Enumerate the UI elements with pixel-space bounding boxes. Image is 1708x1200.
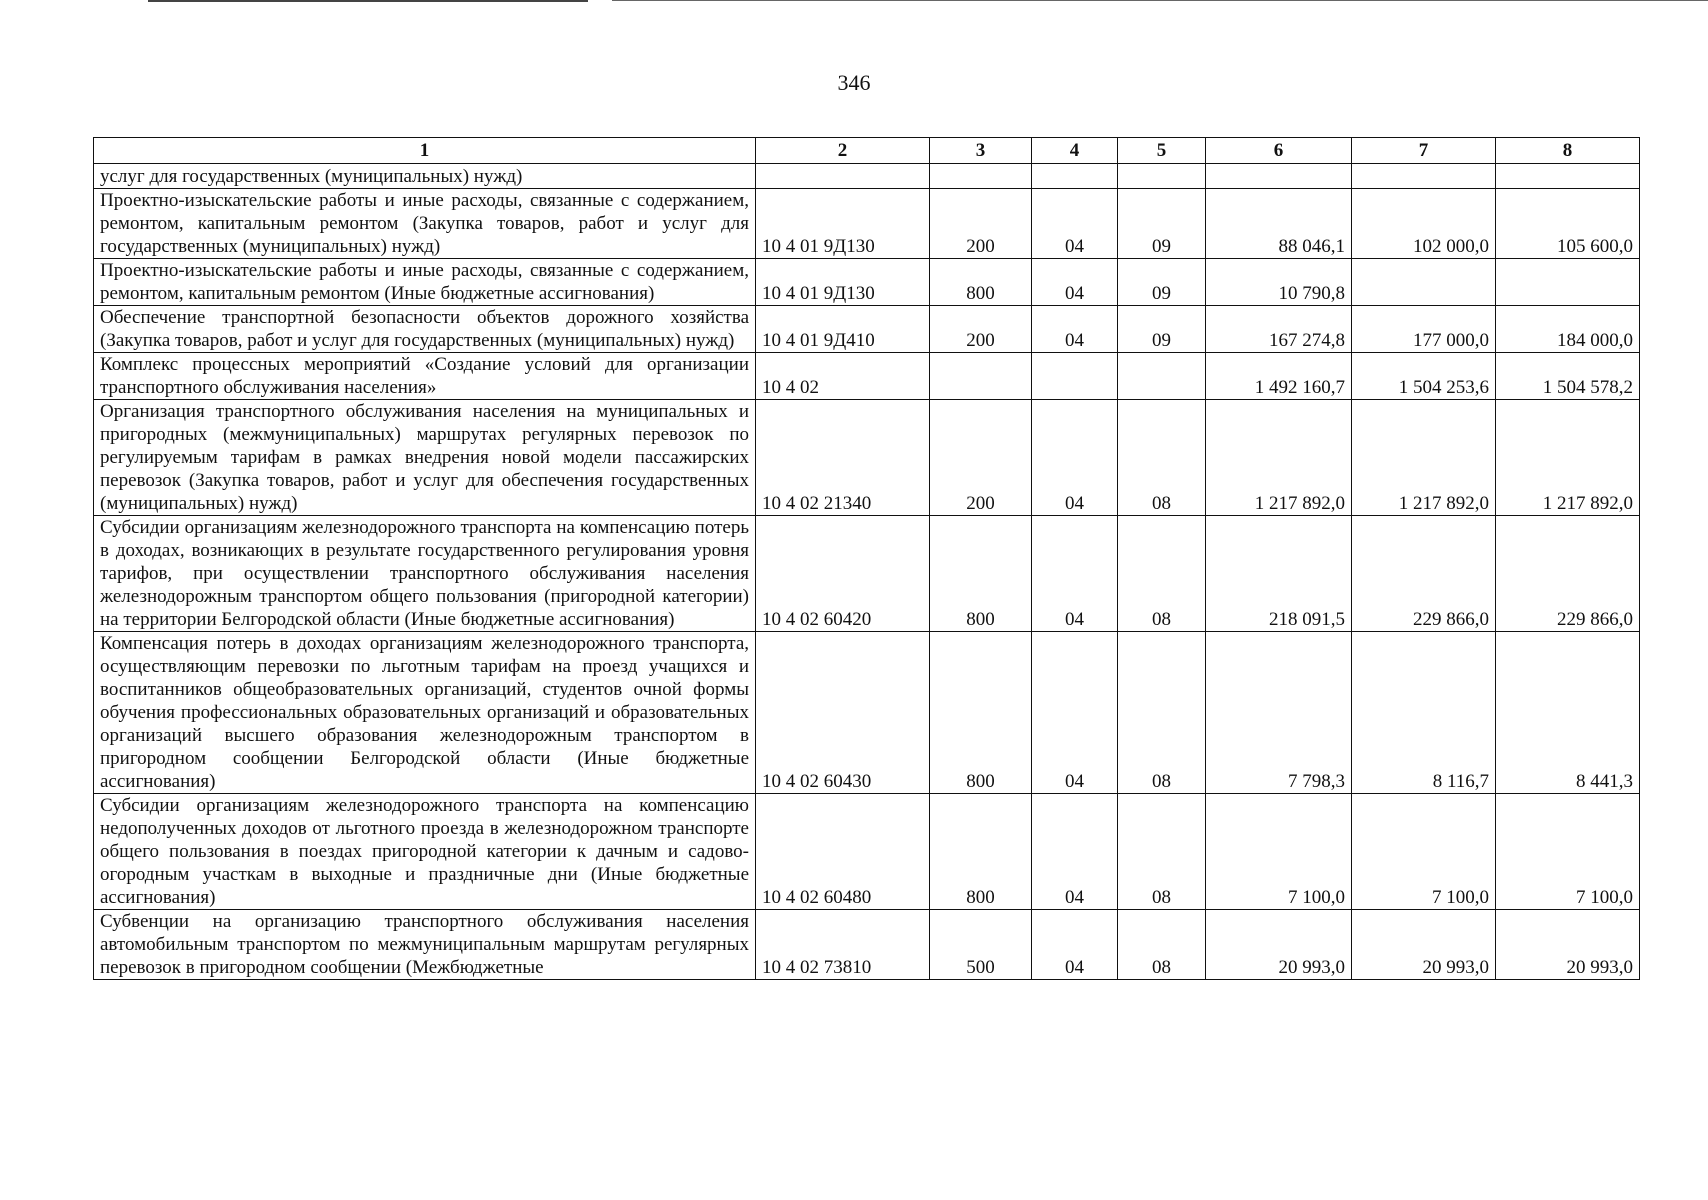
row-subsection: 08 xyxy=(1118,516,1206,632)
row-expense-type: 800 xyxy=(930,794,1032,910)
table-row xyxy=(94,259,1640,306)
row-description: Субвенции на организацию транспортного обслуживания населения автомобильным транспортом по межмуниципальным маршрутам регулярных перевозок в пригородном сообщении (Межбюджетные xyxy=(94,910,756,980)
header-col-8: 8 xyxy=(1496,138,1640,164)
table-row xyxy=(94,794,1640,910)
row-amount-col6: 20 993,0 xyxy=(1206,910,1352,980)
row-expense-type: 200 xyxy=(930,400,1032,516)
row-section: 04 xyxy=(1032,910,1118,980)
row-amount-col8: 105 600,0 xyxy=(1496,189,1640,259)
row-section: 04 xyxy=(1032,516,1118,632)
page-number: 346 xyxy=(837,70,871,95)
row-amount-col7 xyxy=(1352,259,1496,306)
table-row xyxy=(94,632,1640,794)
row-subsection xyxy=(1118,164,1206,189)
row-amount-col6: 10 790,8 xyxy=(1206,259,1352,306)
row-description: Субсидии организациям железнодорожного транспорта на компенсацию потерь в доходах, возникающих в результате государственного регулирования уровня тарифов, при осуществлении транспортного обслуживания населения железнодорожным транспортом общего пользования (пригородной категории) на территории Белгородской области (Иные бюджетные ассигнования) xyxy=(94,516,756,632)
row-amount-col7 xyxy=(1352,164,1496,189)
row-subsection: 09 xyxy=(1118,259,1206,306)
row-amount-col7: 229 866,0 xyxy=(1352,516,1496,632)
row-description: услуг для государственных (муниципальных) нужд) xyxy=(94,164,756,189)
row-amount-col8: 1 504 578,2 xyxy=(1496,353,1640,400)
row-description: Организация транспортного обслуживания населения на муниципальных и пригородных (межмуниципальных) маршрутах регулярных перевозок по регулируемым тарифам в рамках внедрения новой модели пассажирских перевозок (Закупка товаров, работ и услуг для обеспечения государственных (муниципальных) нужд) xyxy=(94,400,756,516)
row-subsection: 08 xyxy=(1118,400,1206,516)
row-amount-col7: 7 100,0 xyxy=(1352,794,1496,910)
row-subsection: 08 xyxy=(1118,794,1206,910)
row-section: 04 xyxy=(1032,794,1118,910)
table-row xyxy=(94,306,1640,353)
table-row xyxy=(94,353,1640,400)
row-amount-col6 xyxy=(1206,164,1352,189)
row-section: 04 xyxy=(1032,632,1118,794)
header-col-5: 5 xyxy=(1118,138,1206,164)
row-target-code xyxy=(756,164,930,189)
row-expense-type: 500 xyxy=(930,910,1032,980)
table-row xyxy=(94,400,1640,516)
row-target-code: 10 4 02 73810 xyxy=(756,910,930,980)
row-amount-col6: 167 274,8 xyxy=(1206,306,1352,353)
budget-table xyxy=(93,137,1640,980)
header-col-3: 3 xyxy=(930,138,1032,164)
row-amount-col7: 8 116,7 xyxy=(1352,632,1496,794)
header-col-4: 4 xyxy=(1032,138,1118,164)
header-col-6: 6 xyxy=(1206,138,1352,164)
row-amount-col6: 88 046,1 xyxy=(1206,189,1352,259)
top-rule-right xyxy=(612,0,1708,1)
row-amount-col8: 229 866,0 xyxy=(1496,516,1640,632)
row-amount-col7: 177 000,0 xyxy=(1352,306,1496,353)
row-amount-col8: 7 100,0 xyxy=(1496,794,1640,910)
row-amount-col6: 7 798,3 xyxy=(1206,632,1352,794)
row-amount-col8: 8 441,3 xyxy=(1496,632,1640,794)
row-expense-type: 800 xyxy=(930,516,1032,632)
row-description: Комплекс процессных мероприятий «Создание условий для организации транспортного обслуживания населения» xyxy=(94,353,756,400)
row-section xyxy=(1032,353,1118,400)
row-expense-type: 200 xyxy=(930,189,1032,259)
row-expense-type xyxy=(930,164,1032,189)
row-subsection: 08 xyxy=(1118,632,1206,794)
row-description: Субсидии организациям железнодорожного транспорта на компенсацию недополученных доходов от льготного проезда в железнодорожном транспорте общего пользования в поездах пригородной категории к дачным и садово-огородным участкам в выходные и праздничные дни (Иные бюджетные ассигнования) xyxy=(94,794,756,910)
row-amount-col6: 1 492 160,7 xyxy=(1206,353,1352,400)
row-amount-col8 xyxy=(1496,259,1640,306)
row-description: Проектно-изыскательские работы и иные расходы, связанные с содержанием, ремонтом, капитальным ремонтом (Иные бюджетные ассигнования) xyxy=(94,259,756,306)
table-row xyxy=(94,910,1640,980)
row-section: 04 xyxy=(1032,306,1118,353)
row-section xyxy=(1032,164,1118,189)
row-expense-type: 800 xyxy=(930,632,1032,794)
row-expense-type xyxy=(930,353,1032,400)
row-amount-col8: 184 000,0 xyxy=(1496,306,1640,353)
row-description: Проектно-изыскательские работы и иные расходы, связанные с содержанием, ремонтом, капитальным ремонтом (Закупка товаров, работ и услуг для государственных (муниципальных) нужд) xyxy=(94,189,756,259)
row-section: 04 xyxy=(1032,400,1118,516)
row-amount-col8: 1 217 892,0 xyxy=(1496,400,1640,516)
row-subsection: 09 xyxy=(1118,306,1206,353)
row-amount-col8: 20 993,0 xyxy=(1496,910,1640,980)
row-target-code: 10 4 02 xyxy=(756,353,930,400)
row-subsection: 09 xyxy=(1118,189,1206,259)
header-col-2: 2 xyxy=(756,138,930,164)
row-amount-col8 xyxy=(1496,164,1640,189)
row-amount-col6: 1 217 892,0 xyxy=(1206,400,1352,516)
row-expense-type: 200 xyxy=(930,306,1032,353)
header-col-7: 7 xyxy=(1352,138,1496,164)
row-subsection: 08 xyxy=(1118,910,1206,980)
row-amount-col6: 218 091,5 xyxy=(1206,516,1352,632)
header-row xyxy=(94,138,1640,164)
header-col-1: 1 xyxy=(94,138,756,164)
row-amount-col7: 20 993,0 xyxy=(1352,910,1496,980)
row-subsection xyxy=(1118,353,1206,400)
row-amount-col7: 1 504 253,6 xyxy=(1352,353,1496,400)
row-target-code: 10 4 02 21340 xyxy=(756,400,930,516)
row-target-code: 10 4 01 9Д130 xyxy=(756,189,930,259)
row-target-code: 10 4 01 9Д130 xyxy=(756,259,930,306)
row-description: Обеспечение транспортной безопасности объектов дорожного хозяйства (Закупка товаров, работ и услуг для государственных (муниципальных) нужд) xyxy=(94,306,756,353)
row-amount-col7: 102 000,0 xyxy=(1352,189,1496,259)
row-expense-type: 800 xyxy=(930,259,1032,306)
row-amount-col6: 7 100,0 xyxy=(1206,794,1352,910)
row-description: Компенсация потерь в доходах организациям железнодорожного транспорта, осуществляющим перевозки по льготным тарифам на проезд учащихся и воспитанников общеобразовательных организаций, студентов очной формы обучения профессиональных образовательных организаций и образовательных организаций высшего образования железнодорожным транспортом в пригородном сообщении Белгородской области (Иные бюджетные ассигнования) xyxy=(94,632,756,794)
table-row xyxy=(94,164,1640,189)
row-target-code: 10 4 02 60420 xyxy=(756,516,930,632)
row-section: 04 xyxy=(1032,189,1118,259)
row-target-code: 10 4 02 60480 xyxy=(756,794,930,910)
table-row xyxy=(94,516,1640,632)
top-rule-left xyxy=(148,0,588,2)
row-target-code: 10 4 01 9Д410 xyxy=(756,306,930,353)
row-section: 04 xyxy=(1032,259,1118,306)
table-row xyxy=(94,189,1640,259)
row-target-code: 10 4 02 60430 xyxy=(756,632,930,794)
row-amount-col7: 1 217 892,0 xyxy=(1352,400,1496,516)
